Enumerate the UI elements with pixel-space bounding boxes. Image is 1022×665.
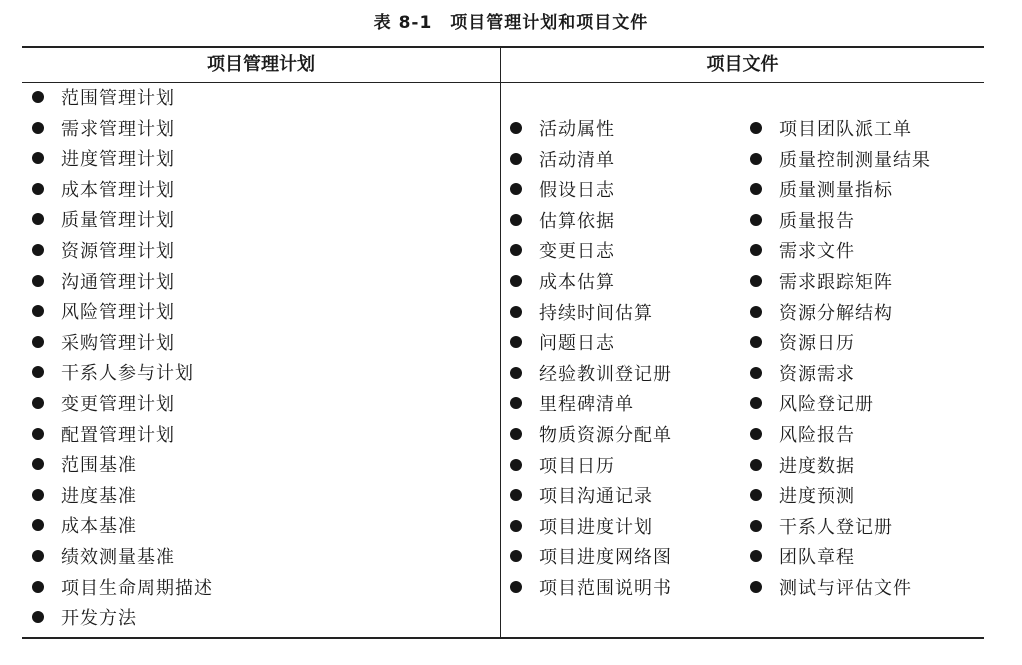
list-item bbox=[32, 206, 213, 237]
bullet-icon bbox=[32, 428, 44, 440]
list-item bbox=[510, 237, 672, 268]
bullet-icon bbox=[750, 306, 762, 318]
bullet-icon bbox=[750, 153, 762, 165]
list-item bbox=[510, 146, 672, 177]
list-item-label: 需求管理计划 bbox=[61, 118, 175, 140]
list-item bbox=[510, 482, 672, 513]
bullet-icon bbox=[510, 520, 522, 532]
bullet-icon bbox=[32, 366, 44, 378]
bullet-icon bbox=[32, 550, 44, 562]
list-item-label: 资源日历 bbox=[779, 333, 855, 355]
bullet-icon bbox=[32, 152, 44, 164]
list-item-label: 资源管理计划 bbox=[61, 240, 175, 262]
bullet-icon bbox=[510, 428, 522, 440]
list-item bbox=[32, 84, 213, 115]
list-item bbox=[510, 329, 672, 360]
list-item-label: 质量控制测量结果 bbox=[779, 149, 931, 171]
list-item-label: 团队章程 bbox=[779, 547, 855, 569]
list-item bbox=[32, 359, 213, 390]
list-item bbox=[32, 543, 213, 574]
list-item-label: 需求跟踪矩阵 bbox=[779, 271, 893, 293]
list-item bbox=[750, 299, 931, 330]
bullet-icon bbox=[510, 550, 522, 562]
bullet-icon bbox=[510, 336, 522, 348]
list-item bbox=[32, 329, 213, 360]
bullet-icon bbox=[750, 244, 762, 256]
list-item-label: 范围基准 bbox=[61, 455, 137, 477]
bullet-icon bbox=[750, 489, 762, 501]
bullet-icon bbox=[510, 367, 522, 379]
header-project-management-plan: 项目管理计划 bbox=[207, 54, 315, 75]
list-item bbox=[750, 452, 931, 483]
bullet-icon bbox=[510, 153, 522, 165]
list-item-label: 开发方法 bbox=[61, 608, 137, 630]
bullet-icon bbox=[32, 519, 44, 531]
list-item bbox=[750, 146, 931, 177]
list-item bbox=[750, 543, 931, 574]
list-item bbox=[750, 421, 931, 452]
bullet-icon bbox=[750, 183, 762, 195]
bullet-icon bbox=[750, 397, 762, 409]
bullet-icon bbox=[510, 489, 522, 501]
list-item-label: 经验教训登记册 bbox=[539, 363, 672, 385]
list-item-label: 项目生命周期描述 bbox=[61, 577, 213, 599]
list-item-label: 资源需求 bbox=[779, 363, 855, 385]
list-item-label: 项目日历 bbox=[539, 455, 615, 477]
list-item-label: 估算依据 bbox=[539, 210, 615, 232]
list-item-label: 风险登记册 bbox=[779, 394, 874, 416]
list-item-label: 绩效测量基准 bbox=[61, 546, 175, 568]
list-item-label: 测试与评估文件 bbox=[779, 577, 912, 599]
list-item-label: 风险管理计划 bbox=[61, 302, 175, 324]
document-items-list-2 bbox=[750, 115, 931, 605]
list-item bbox=[510, 299, 672, 330]
list-item bbox=[32, 115, 213, 146]
list-item bbox=[510, 115, 672, 146]
bullet-icon bbox=[750, 336, 762, 348]
bullet-icon bbox=[750, 122, 762, 134]
bullet-icon bbox=[32, 336, 44, 348]
list-item-label: 项目范围说明书 bbox=[539, 577, 672, 599]
bullet-icon bbox=[750, 550, 762, 562]
bullet-icon bbox=[32, 397, 44, 409]
list-item-label: 进度预测 bbox=[779, 486, 855, 508]
list-item bbox=[750, 574, 931, 605]
list-item-label: 进度基准 bbox=[61, 485, 137, 507]
bullet-icon bbox=[750, 428, 762, 440]
list-item-label: 成本估算 bbox=[539, 271, 615, 293]
table-caption: 表 8-1 项目管理计划和项目文件 bbox=[373, 13, 649, 33]
list-item-label: 成本管理计划 bbox=[61, 179, 175, 201]
list-item bbox=[32, 451, 213, 482]
bullet-icon bbox=[750, 581, 762, 593]
list-item-label: 进度数据 bbox=[779, 455, 855, 477]
list-item bbox=[32, 482, 213, 513]
bullet-icon bbox=[510, 122, 522, 134]
list-item bbox=[510, 452, 672, 483]
bullet-icon bbox=[32, 275, 44, 287]
list-item-label: 项目沟通记录 bbox=[539, 486, 653, 508]
list-item bbox=[750, 482, 931, 513]
list-item bbox=[32, 237, 213, 268]
list-item-label: 变更日志 bbox=[539, 241, 615, 263]
bullet-icon bbox=[510, 183, 522, 195]
list-item bbox=[750, 390, 931, 421]
list-item bbox=[32, 421, 213, 452]
bullet-icon bbox=[750, 214, 762, 226]
bullet-icon bbox=[510, 397, 522, 409]
list-item-label: 范围管理计划 bbox=[61, 88, 175, 109]
bullet-icon bbox=[510, 581, 522, 593]
list-item-label: 成本基准 bbox=[61, 516, 137, 538]
list-item-label: 资源分解结构 bbox=[779, 302, 893, 324]
bullet-icon bbox=[750, 520, 762, 532]
list-item bbox=[32, 298, 213, 329]
list-item bbox=[750, 207, 931, 238]
list-item bbox=[750, 360, 931, 391]
bullet-icon bbox=[510, 214, 522, 226]
list-item-label: 质量报告 bbox=[779, 210, 855, 232]
column-divider bbox=[500, 47, 501, 638]
list-item-label: 干系人参与计划 bbox=[61, 363, 194, 385]
list-item bbox=[32, 512, 213, 543]
bullet-icon bbox=[510, 459, 522, 471]
list-item-label: 持续时间估算 bbox=[539, 302, 653, 324]
list-item-label: 物质资源分配单 bbox=[539, 424, 672, 446]
list-item bbox=[32, 574, 213, 605]
list-item bbox=[510, 390, 672, 421]
bullet-icon bbox=[32, 91, 44, 103]
list-item bbox=[32, 176, 213, 207]
list-item-label: 配置管理计划 bbox=[61, 424, 175, 446]
table-header-rule bbox=[22, 82, 984, 83]
list-item bbox=[32, 390, 213, 421]
table-bottom-rule bbox=[22, 637, 984, 639]
bullet-icon bbox=[32, 458, 44, 470]
bullet-icon bbox=[32, 611, 44, 623]
plan-items-list bbox=[32, 84, 213, 635]
list-item-label: 项目团队派工单 bbox=[779, 119, 912, 140]
list-item-label: 项目进度网络图 bbox=[539, 547, 672, 569]
bullet-icon bbox=[32, 122, 44, 134]
list-item-label: 活动清单 bbox=[539, 149, 615, 171]
bullet-icon bbox=[32, 305, 44, 317]
list-item bbox=[750, 513, 931, 544]
list-item-label: 需求文件 bbox=[779, 241, 855, 263]
list-item bbox=[32, 145, 213, 176]
list-item bbox=[32, 604, 213, 635]
list-item-label: 干系人登记册 bbox=[779, 516, 893, 538]
bullet-icon bbox=[750, 275, 762, 287]
bullet-icon bbox=[32, 183, 44, 195]
bullet-icon bbox=[32, 244, 44, 256]
bullet-icon bbox=[510, 244, 522, 256]
list-item-label: 沟通管理计划 bbox=[61, 271, 175, 293]
list-item bbox=[750, 176, 931, 207]
bullet-icon bbox=[32, 489, 44, 501]
bullet-icon bbox=[750, 367, 762, 379]
list-item-label: 问题日志 bbox=[539, 333, 615, 355]
list-item-label: 质量测量指标 bbox=[779, 180, 893, 202]
list-item bbox=[510, 421, 672, 452]
list-item-label: 采购管理计划 bbox=[61, 332, 175, 354]
bullet-icon bbox=[750, 459, 762, 471]
list-item-label: 进度管理计划 bbox=[61, 149, 175, 171]
header-project-documents: 项目文件 bbox=[706, 54, 779, 75]
list-item-label: 风险报告 bbox=[779, 424, 855, 446]
bullet-icon bbox=[32, 213, 44, 225]
list-item-label: 里程碑清单 bbox=[539, 394, 634, 416]
list-item-label: 项目进度计划 bbox=[539, 516, 653, 538]
bullet-icon bbox=[510, 306, 522, 318]
list-item-label: 活动属性 bbox=[539, 119, 615, 140]
document-items-list-1 bbox=[510, 115, 672, 605]
list-item bbox=[510, 513, 672, 544]
list-item bbox=[510, 176, 672, 207]
list-item bbox=[510, 543, 672, 574]
list-item-label: 假设日志 bbox=[539, 180, 615, 202]
bullet-icon bbox=[32, 581, 44, 593]
bullet-icon bbox=[510, 275, 522, 287]
list-item bbox=[750, 268, 931, 299]
list-item-label: 质量管理计划 bbox=[61, 210, 175, 232]
list-item bbox=[510, 268, 672, 299]
list-item bbox=[750, 237, 931, 268]
list-item bbox=[510, 207, 672, 238]
list-item bbox=[510, 360, 672, 391]
list-item bbox=[750, 115, 931, 146]
list-item-label: 变更管理计划 bbox=[61, 393, 175, 415]
list-item bbox=[510, 574, 672, 605]
list-item bbox=[750, 329, 931, 360]
list-item bbox=[32, 268, 213, 299]
